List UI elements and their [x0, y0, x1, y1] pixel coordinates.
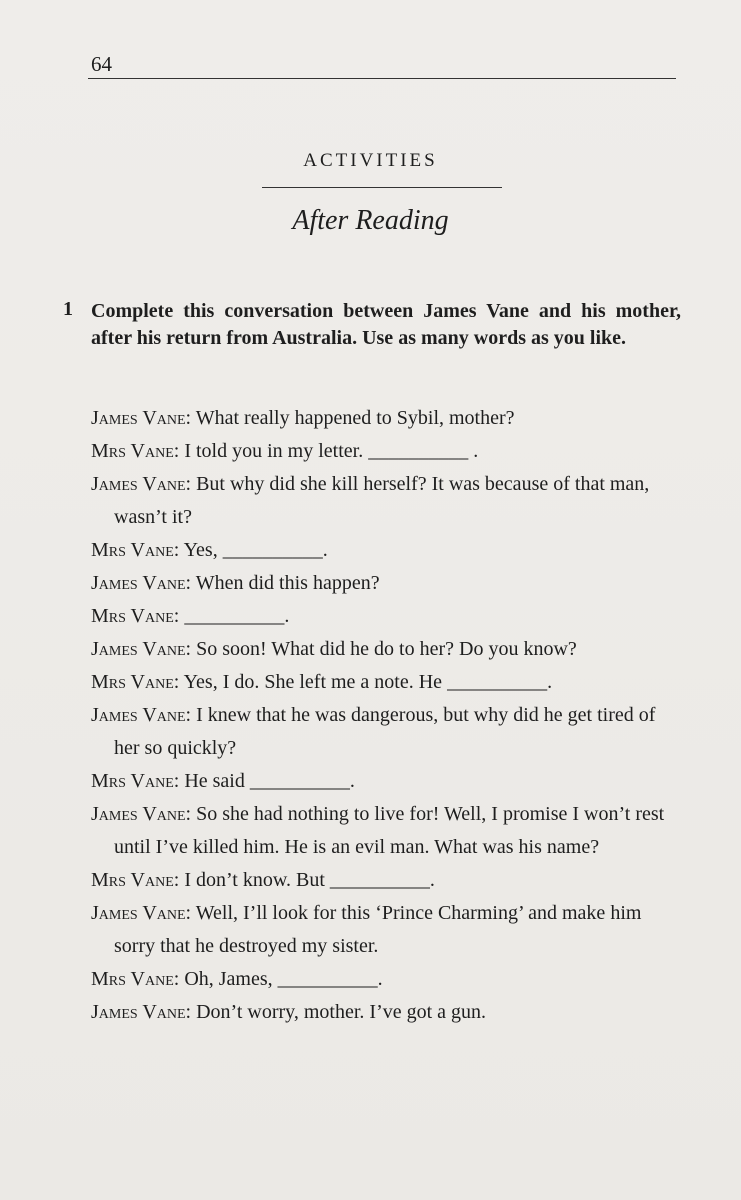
line-text: Yes, __________. [179, 539, 328, 561]
line-text: Don’t worry, mother. I’ve got a gun. [191, 1001, 487, 1023]
question-text: Complete this conversation between James Vane and his mother, after his return from Australia. Use as many words as you like. [91, 300, 681, 349]
dialogue-line [91, 534, 681, 567]
line-text: When did this happen? [191, 572, 380, 594]
dialogue-line [91, 963, 681, 996]
header-rule [88, 78, 676, 79]
line-text: So she had nothing to live for! Well, I promise I won’t rest until I’ve killed him. He is an evil man. What was his name? [114, 803, 665, 858]
dialogue-line [91, 798, 681, 864]
line-text: Yes, I do. She left me a note. He __________. [179, 671, 553, 693]
section-subtitle: After Reading [292, 205, 449, 236]
speaker-name: Mrs Vane: [91, 968, 180, 990]
line-text: What really happened to Sybil, mother? [191, 407, 515, 429]
dialogue [91, 402, 681, 1029]
dialogue-line [91, 666, 681, 699]
dialogue-line [91, 765, 681, 798]
dialogue-line [91, 897, 681, 963]
speaker-name: Mrs Vane: [91, 671, 180, 693]
dialogue-line [91, 864, 681, 897]
line-text: __________. [179, 605, 290, 627]
speaker-name: Mrs Vane: [91, 539, 180, 561]
speaker-name: James Vane: [91, 407, 192, 429]
speaker-name: James Vane: [91, 638, 192, 660]
line-text: I don’t know. But __________. [179, 869, 435, 891]
speaker-name: James Vane: [91, 902, 192, 924]
dialogue-line [91, 402, 681, 435]
question-number: 1 [63, 298, 73, 320]
dialogue-line [91, 633, 681, 666]
line-text: Well, I’ll look for this ‘Prince Charming’ and make him sorry that he destroyed my sister. [114, 902, 642, 957]
title-rule [262, 187, 502, 188]
dialogue-line [91, 567, 681, 600]
line-text: He said __________. [179, 770, 355, 792]
speaker-name: James Vane: [91, 803, 192, 825]
line-text: Oh, James, __________. [179, 968, 383, 990]
speaker-name: Mrs Vane: [91, 605, 180, 627]
speaker-name: James Vane: [91, 1001, 192, 1023]
speaker-name: James Vane: [91, 572, 192, 594]
speaker-name: James Vane: [91, 473, 192, 495]
speaker-name: Mrs Vane: [91, 770, 180, 792]
speaker-name: Mrs Vane: [91, 440, 180, 462]
line-text: So soon! What did he do to her? Do you know? [191, 638, 577, 660]
line-text: I knew that he was dangerous, but why did he get tired of her so quickly? [114, 704, 656, 759]
line-text: I told you in my letter. __________ . [179, 440, 479, 462]
dialogue-line [91, 600, 681, 633]
dialogue-line [91, 699, 681, 765]
dialogue-line [91, 468, 681, 534]
section-title: ACTIVITIES [303, 150, 438, 171]
page-number: 64 [91, 52, 112, 76]
speaker-name: James Vane: [91, 704, 192, 726]
line-text: But why did she kill herself? It was because of that man, wasn’t it? [114, 473, 650, 528]
speaker-name: Mrs Vane: [91, 869, 180, 891]
dialogue-line [91, 435, 681, 468]
dialogue-line [91, 996, 681, 1029]
